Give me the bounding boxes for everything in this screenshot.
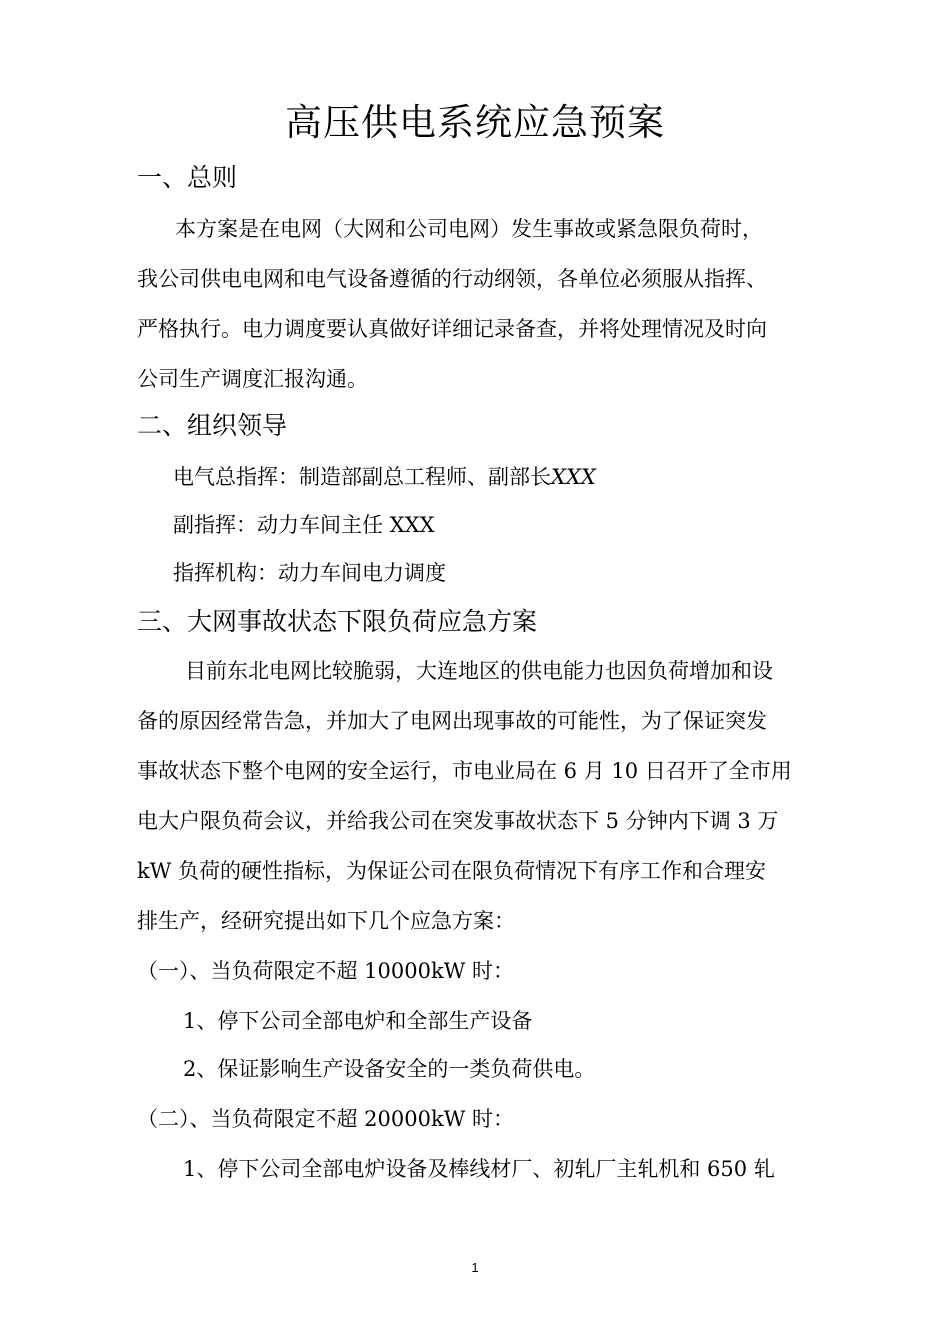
- subsection-heading: （二）、当负荷限定不超 20000kW 时：: [137, 1107, 514, 1131]
- subsection-heading: （一）、当负荷限定不超 10000kW 时：: [137, 959, 514, 983]
- paragraph-line: 本方案是在电网（大网和公司电网）发生事故或紧急限负荷时，: [175, 217, 763, 241]
- paragraph-line: 电大户限负荷会议，并给我公司在突发事故状态下 5 分钟内下调 3 万: [137, 809, 779, 833]
- section-heading-general: 一、总则: [137, 163, 238, 192]
- list-item: 1、停下公司全部电炉设备及棒线材厂、初轧厂主轧机和 650 轧: [183, 1157, 775, 1181]
- organization-line: [173, 462, 596, 492]
- paragraph-line: 事故状态下整个电网的安全运行，市电业局在 6 月 10 日召开了全市用: [137, 759, 792, 783]
- section-heading-organization: 二、组织领导: [137, 411, 288, 440]
- paragraph-line: 目前东北电网比较脆弱，大连地区的供电能力也因负荷增加和设: [185, 659, 773, 683]
- organization-line: 副指挥：动力车间主任 XXX: [173, 513, 435, 537]
- section-heading-emergency-plan: 三、大网事故状态下限负荷应急方案: [137, 607, 538, 636]
- document-title: 高压供电系统应急预案: [285, 101, 665, 144]
- list-item: 2、保证影响生产设备安全的一类负荷供电。: [183, 1057, 596, 1081]
- chief-commander-label: 电气总指挥：制造部副总工程师、副部长: [173, 465, 551, 489]
- list-item: 1、停下公司全部电炉和全部生产设备: [183, 1009, 533, 1033]
- chief-commander-name: XXX: [551, 465, 596, 489]
- paragraph-line: 公司生产调度汇报沟通。: [137, 367, 368, 391]
- page-number: 1: [471, 1260, 479, 1275]
- paragraph-line: 排生产，经研究提出如下几个应急方案：: [137, 909, 515, 933]
- paragraph-line: 备的原因经常告急，并加大了电网出现事故的可能性，为了保证突发: [137, 709, 767, 733]
- organization-line: 指挥机构：动力车间电力调度: [173, 561, 446, 585]
- paragraph-line: 严格执行。电力调度要认真做好详细记录备查，并将处理情况及时向: [137, 317, 767, 341]
- paragraph-line: kW 负荷的硬性指标，为保证公司在限负荷情况下有序工作和合理安: [137, 859, 766, 883]
- paragraph-line: 我公司供电电网和电气设备遵循的行动纲领，各单位必须服从指挥、: [137, 267, 767, 291]
